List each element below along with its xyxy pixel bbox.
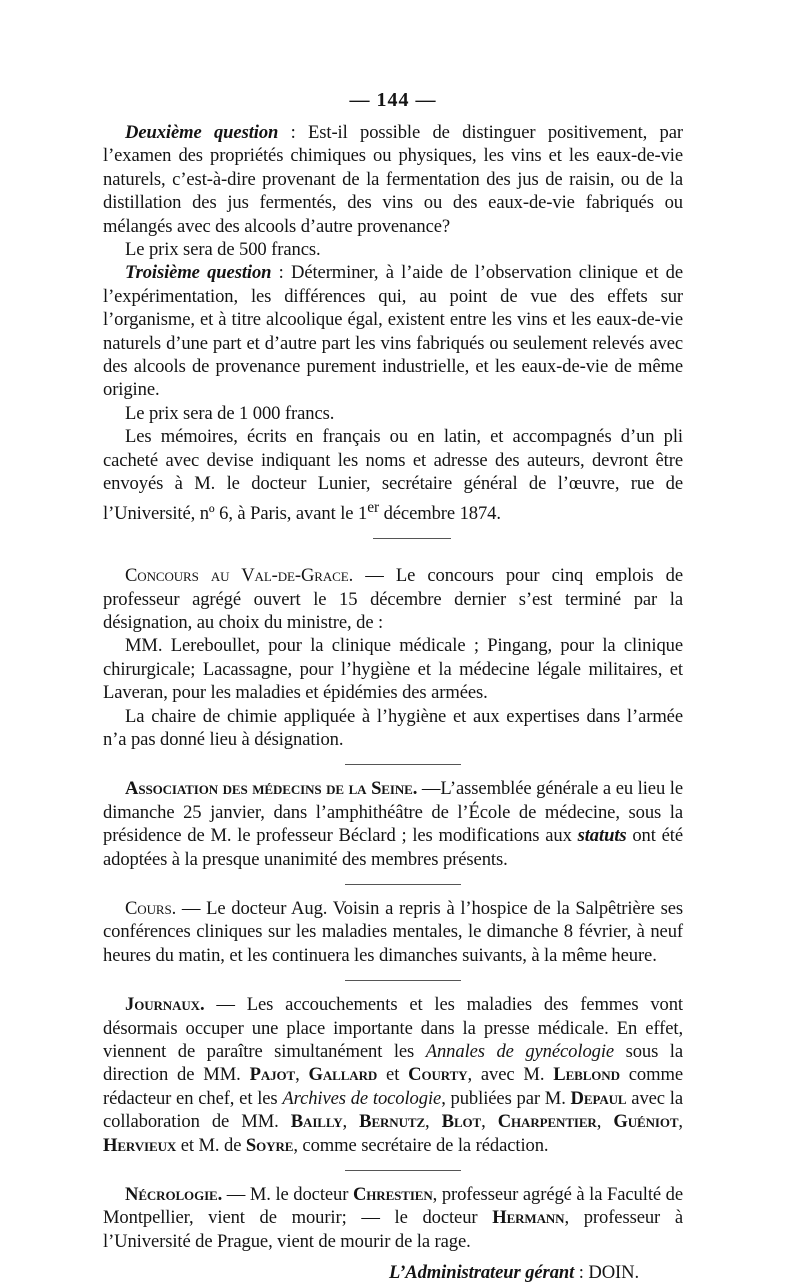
person-name: Charpentier	[497, 1111, 597, 1133]
journaux-text: ,	[295, 1064, 309, 1086]
cours-heading: Cours.	[125, 897, 177, 919]
concours-paragraph	[103, 564, 683, 634]
memoires-text: Les mémoires, écrits en français ou en latin, et accompagnés d’un pli cacheté avec devise indiquant les noms et adresse des auteurs, devront être envoyés à M. le docteur Lunier, secrétaire général de l’œuvre, rue de l’Université, nº 6, à Paris, avant le 1	[103, 426, 683, 524]
section-divider	[373, 538, 451, 539]
question-2-label: Deuxième question	[125, 122, 279, 143]
journaux-text: comme rédacteur en chef, et les	[103, 1064, 683, 1109]
association-text-end: ont été adoptées à la presque unanimité des membres présents.	[103, 825, 683, 870]
journaux-text: — Les accouchements et les maladies des femmes vont désormais occuper une place importante dans la presse médicale. En effet, viennent de paraître simultanément les	[103, 994, 683, 1062]
journaux-text: ,	[678, 1111, 683, 1133]
question-3-label: Troisième question	[125, 262, 272, 284]
journal-title: Annales de gynécologie	[425, 1041, 615, 1062]
necrologie-paragraph	[103, 1183, 683, 1253]
person-name: Leblond	[553, 1064, 620, 1086]
association-text: —L’assemblée générale a eu lieu le dimanche 25 janvier, dans l’amphithéâtre de l’École de médecine, sous la présidence de M. le professeur Béclard ; les modifications aux	[103, 778, 683, 847]
question-2-prize: Le prix sera de 500 francs.	[125, 239, 321, 261]
journaux-text: et M. de	[176, 1134, 246, 1156]
cours-paragraph	[103, 897, 683, 967]
journaux-text: , comme secrétaire de la rédaction.	[293, 1134, 549, 1156]
section-divider	[345, 884, 461, 885]
person-name: Courty	[408, 1064, 468, 1086]
memoires-paragraph	[103, 425, 683, 525]
journaux-paragraph	[103, 993, 683, 1157]
journaux-text: , publiées par M.	[441, 1087, 571, 1109]
signature	[103, 1261, 683, 1284]
journaux-text: ,	[425, 1111, 442, 1133]
journaux-text: ,	[596, 1111, 614, 1133]
necrologie-heading: Nécrologie.	[125, 1184, 223, 1206]
person-name: Hermann	[492, 1207, 565, 1229]
cours-text: — Le docteur Aug. Voisin a repris à l’hospice de la Salpêtrière ses conférences cliniques sur les maladies mentales, le dimanche 8 février, à neuf heures du matin, et les continuera les dimanches suivants, à la même heure.	[103, 897, 683, 966]
journaux-text: ,	[481, 1111, 498, 1133]
journaux-text: ,	[342, 1111, 360, 1133]
person-name: Gallard	[308, 1064, 378, 1086]
page-number: — 144 —	[349, 89, 437, 111]
journaux-text: avec la collaboration de MM.	[103, 1087, 683, 1133]
section-divider	[345, 980, 461, 981]
necrologie-text: , professeur à l’Université de Prague, vient de mourir de la rage.	[103, 1207, 683, 1252]
section-divider	[345, 764, 461, 765]
concours-heading: Concours au Val-de-Grace.	[125, 565, 354, 587]
person-name: Depaul	[570, 1087, 627, 1109]
memoires-superscript: er	[367, 498, 380, 516]
section-divider	[345, 1170, 461, 1171]
signature-name: DOIN.	[588, 1262, 639, 1284]
association-heading: Association des médecins de la Seine.	[125, 778, 418, 800]
statuts-term: statuts	[577, 825, 627, 847]
necrologie-text: — M. le docteur	[222, 1184, 353, 1206]
signature-label: L’Administrateur gérant	[388, 1262, 575, 1284]
person-name: Soyre	[245, 1134, 294, 1156]
spacer	[103, 552, 683, 564]
question-2-paragraph	[103, 121, 683, 238]
question-3-text: : Déterminer, à l’aide de l’observation clinique et de l’expérimentation, les différences qui, au point de vue des effets sur l’organisme, et à titre alcoolique égal, existent entre les vins et les eaux-de-vie naturels d’une part et d’autre part les vins fabriqués ou seulement relevés avec des alcools de provenance purement industrielle, et les eaux-de-vie de même origine.	[103, 262, 683, 401]
signature-separator: :	[574, 1262, 589, 1284]
question-3-prize: Le prix sera de 1 000 francs.	[125, 402, 335, 424]
association-paragraph	[103, 777, 683, 871]
concours-text: — Le concours pour cinq emplois de professeur agrégé ouvert le 15 décembre dernier s’est terminé par la désignation, au choix du ministre, de :	[103, 565, 683, 633]
journaux-heading: Journaux.	[125, 994, 205, 1016]
journaux-text: sous la direction de MM.	[103, 1041, 683, 1086]
concours-names: MM. Lereboullet, pour la clinique médicale ; Pingang, pour la clinique chirurgicale; Lacassagne, pour l’hygiène et la médecine légale militaires, et Laveran, pour les maladies et épidémies des armées.	[103, 635, 683, 704]
document-page	[103, 88, 683, 1285]
person-name: Bernutz	[359, 1111, 426, 1133]
person-name: Bailly	[290, 1111, 343, 1133]
journaux-text: et	[377, 1064, 409, 1086]
person-name: Hervieux	[103, 1134, 177, 1156]
person-name: Pajot	[249, 1064, 296, 1086]
question-3-paragraph	[103, 261, 683, 401]
memoires-date: décembre 1874.	[379, 502, 501, 524]
question-2-text: : Est-il possible de distinguer positivement, par l’examen des propriétés chimiques ou physiques, les vins et les eaux-de-vie naturels, c’est-à-dire provenant de la fermentation des jus de raisin, ou de la distillation des jus fermentés, des vins ou des eaux-de-vie fabriqués ou mélangés avec des alcools d’autre provenance?	[103, 122, 683, 237]
concours-chair: La chaire de chimie appliquée à l’hygiène et aux expertises dans l’armée n’a pas donné lieu à désignation.	[103, 705, 683, 750]
person-name: Chrestien	[352, 1184, 433, 1206]
necrologie-text: , professeur agrégé à la Faculté de Montpellier, vient de mourir; — le docteur	[103, 1184, 683, 1229]
person-name: Guéniot	[613, 1111, 679, 1133]
journaux-text: , avec M.	[467, 1064, 554, 1086]
journal-title: Archives de tocologie	[282, 1087, 442, 1109]
person-name: Blot	[441, 1111, 482, 1133]
